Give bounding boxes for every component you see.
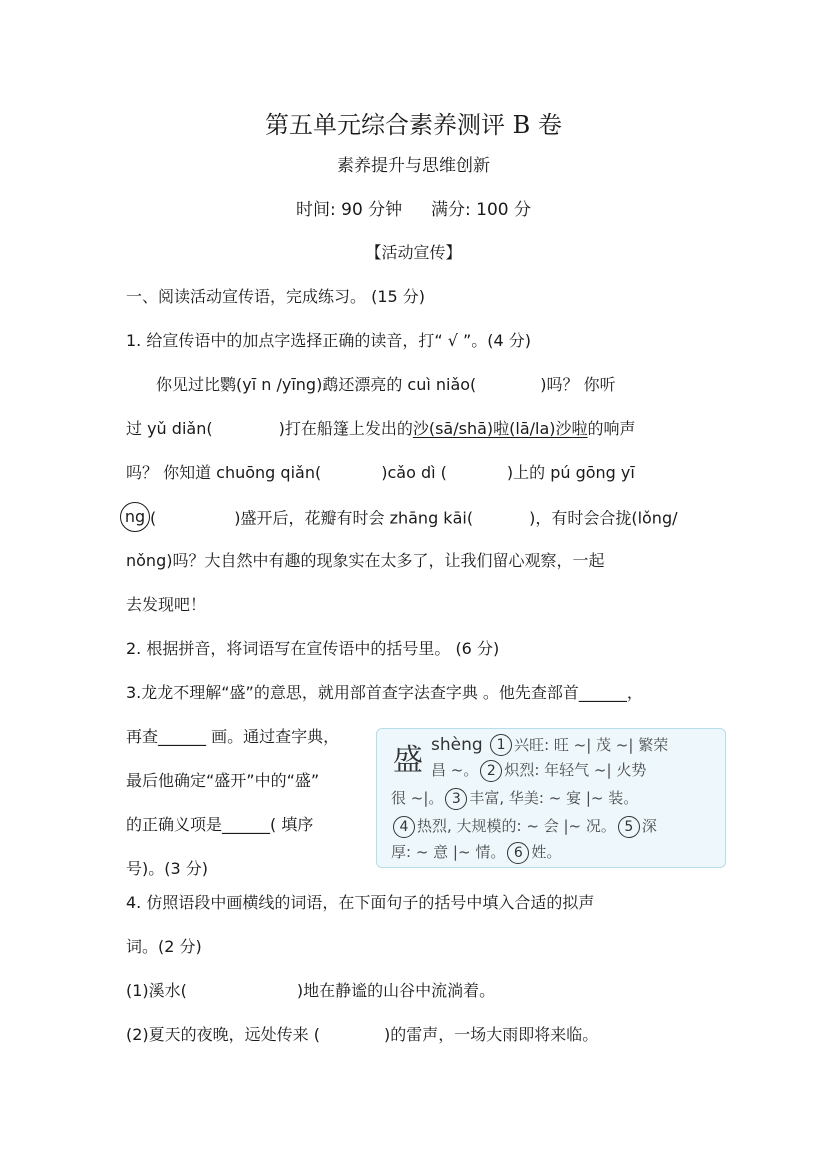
- sense-number-5: 5: [618, 816, 640, 838]
- question-2: 2. 根据拼音，将词语写在宣传语中的括号里。 (6 分): [126, 639, 500, 658]
- question-3-line-3: 最后他确定“盛开”中的“盛”: [126, 771, 320, 790]
- sense-number-4: 4: [393, 816, 415, 838]
- passage-line-5: nǒng)吗？大自然中有趣的现象实在太多了，让我们留心观察，一起: [126, 551, 605, 570]
- sense-1: 兴旺: 旺 ~| 茂 ~| 繁荣: [514, 736, 669, 754]
- passage-line-3: 吗？ 你知道 chuōng qiǎn( )cǎo dì ( )上的 pú gōng yī: [126, 463, 635, 482]
- question-3-line-5: 号)。(3 分): [126, 859, 208, 878]
- dictionary-entry-box: [376, 728, 726, 868]
- question-3-line-2: 再查______ 画。通过查字典，: [126, 727, 340, 746]
- time-score-line: [0, 198, 827, 222]
- page-title: 第五单元综合素养测评 B 卷: [265, 111, 562, 139]
- passage-line-2: 过 yǔ diǎn( )打在船篷上发出的沙(sā/shā)啦(lā/la)沙啦的响声: [126, 419, 636, 438]
- time-limit: 时间: 90 分钟: [296, 200, 403, 220]
- passage-line-1: 你见过比鹦(yī n /yīng)鹉还漂亮的 cuì niǎo( )吗？ 你听: [156, 375, 616, 394]
- dictionary-character: 盛: [393, 743, 423, 778]
- sense-number-2: 2: [480, 760, 502, 782]
- sense-2: 炽烈: 年轻气 ~| 火势: [504, 761, 647, 779]
- sense-3: 丰富, 华美: ~ 宴 |~ 装。: [469, 789, 639, 807]
- sense-number-6: 6: [507, 842, 529, 864]
- page-subtitle: 素养提升与思维创新: [337, 156, 490, 176]
- full-score: 满分: 100 分: [431, 200, 531, 220]
- circled-syllable: ng: [120, 502, 150, 532]
- section-activity-label: 【活动宣传】: [365, 243, 462, 262]
- underlined-onomatopoeia: 沙(sā/shā)啦(lā/la)沙啦: [412, 419, 588, 438]
- passage-line-4: ng ( )盛开后，花瓣有时会 zhāng kāi( )，有时会合拢(lǒng/: [126, 506, 678, 532]
- sense-number-3: 3: [445, 788, 467, 810]
- question-4-sentence-2: (2)夏天的夜晚，远处传来 ( )的雷声，一场大雨即将来临。: [126, 1025, 599, 1044]
- question-4-sentence-1: (1)溪水( )地在静谧的山谷中流淌着。: [126, 981, 496, 1000]
- dictionary-line-2: 昌 ~。 2 炽烈: 年轻气 ~| 火势: [431, 759, 757, 782]
- question-3-line-1: 3.龙龙不理解“盛”的意思，就用部首查字法查字典 。他先查部首______，: [126, 683, 643, 702]
- sense-number-1: 1: [490, 734, 512, 756]
- sense-5: 深: [641, 817, 657, 835]
- question-3-line-4: 的正确义项是______( 填序: [126, 815, 314, 834]
- dictionary-pinyin: shèng 1 兴旺: 旺 ~| 茂 ~| 繁荣: [431, 735, 669, 755]
- sense-4: 热烈, 大规模的: ~ 会 |~ 况。: [417, 817, 616, 835]
- question-4-line-1: 4. 仿照语段中画横线的词语，在下面句子的括号中填入合适的拟声: [126, 893, 595, 912]
- section1-heading: 一、阅读活动宣传语，完成练习。 (15 分): [126, 287, 426, 306]
- question-1: 1. 给宣传语中的加点字选择正确的读音，打“ √ ”。(4 分): [126, 331, 532, 350]
- passage-line-6: 去发现吧！: [126, 595, 207, 614]
- sense-6: 姓。: [531, 843, 562, 861]
- question-4-line-2: 词。(2 分): [126, 937, 202, 956]
- dictionary-line-4: [391, 815, 717, 838]
- dictionary-line-3: 很 ~|。 3 丰富, 华美: ~ 宴 |~ 装。: [391, 787, 717, 810]
- dictionary-line-5: 厚: ~ 意 |~ 情。 6 姓。: [391, 841, 717, 864]
